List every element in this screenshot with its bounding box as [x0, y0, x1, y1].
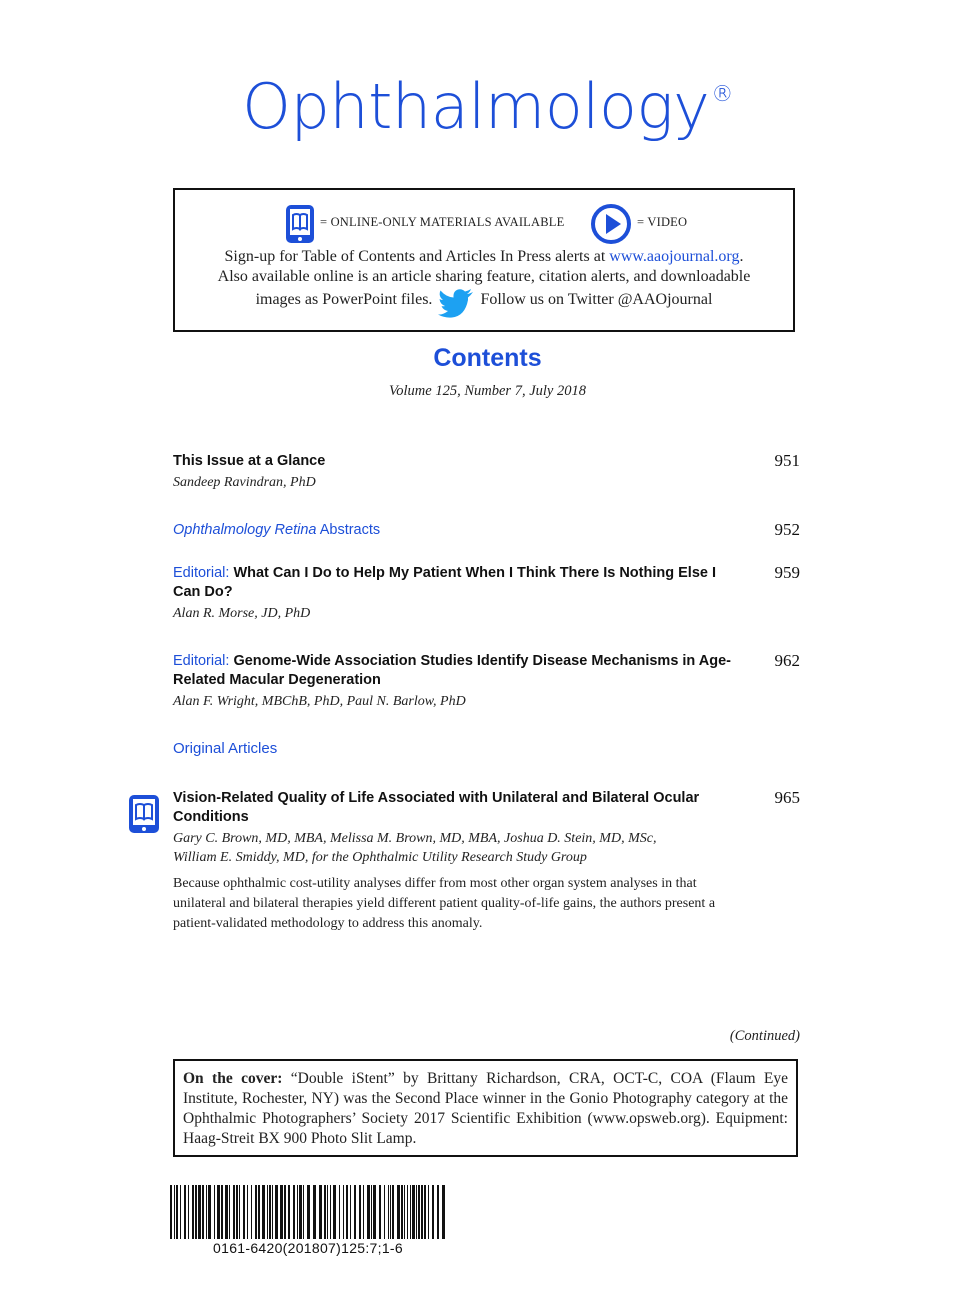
barcode-bar — [184, 1185, 186, 1239]
barcode-bar — [272, 1185, 273, 1239]
toc-entry-page: 959 — [774, 563, 800, 582]
abstracts-label: Abstracts — [316, 522, 381, 538]
article-summary: Because ophthalmic cost-utility analyses differ from most other organ system analyses in that unilateral and bilateral therapies yield different patient quality-of-life gains, the authors present a patient-validated methodology to address this anomaly. — [173, 876, 716, 931]
barcode-bar — [350, 1185, 351, 1239]
toc-entry-page: 951 — [774, 451, 800, 470]
barcode-bar — [239, 1185, 240, 1239]
barcode-bar — [202, 1185, 204, 1239]
article-authors-line-1: Gary C. Brown, MD, MBA, Melissa M. Brown, MD, MBA, Joshua D. Stein, MD, MSc, — [173, 831, 657, 846]
barcode-bar — [180, 1185, 181, 1239]
barcode-bar — [233, 1185, 235, 1239]
cover-description: “Double iStent” by Brittany Richardson, CRA, OCT-C, COA (Flaum Eye Institute, Rochester, NY) was the Second Place winner in the Gonio Photography category at the Ophthalmic Photographers’ Society 2017 Scientific Exhibition (www.opsweb.org). Equipment: Haag-Streit BX 900 Photo Slit Lamp. — [183, 1070, 788, 1147]
toc-entry-author: Sandeep Ravindran, PhD — [173, 475, 316, 490]
toc-entry-title[interactable] — [173, 521, 743, 540]
article-page: 965 — [774, 788, 800, 807]
toc-entry-title[interactable]: This Issue at a Glance — [173, 453, 326, 469]
journal-retina-title: Ophthalmology Retina — [173, 522, 317, 538]
editorial-prefix: Editorial: — [173, 565, 230, 581]
barcode-bar — [176, 1185, 178, 1239]
barcode-bar — [401, 1185, 403, 1239]
barcode-bar — [404, 1185, 405, 1239]
barcode-bar — [412, 1185, 415, 1239]
toc-entry-page: 962 — [774, 651, 800, 670]
barcode-bar — [319, 1185, 322, 1239]
barcode-bar — [208, 1185, 211, 1239]
barcode-bar — [407, 1185, 408, 1239]
barcode-bar — [303, 1185, 304, 1239]
barcode-bar — [390, 1185, 391, 1239]
barcode-bar — [359, 1185, 361, 1239]
barcode-bar — [217, 1185, 220, 1239]
barcode-bar — [410, 1185, 411, 1239]
barcode-bar — [243, 1185, 245, 1239]
barcode-bar — [247, 1185, 248, 1239]
video-play-icon — [590, 203, 632, 245]
section-heading-original-articles: Original Articles — [173, 740, 278, 757]
barcode — [168, 1185, 448, 1239]
twitter-bird-icon[interactable] — [438, 288, 474, 318]
barcode-bar — [174, 1185, 175, 1239]
barcode-bar — [428, 1185, 429, 1239]
barcode-bar — [206, 1185, 207, 1239]
barcode-bar — [214, 1185, 215, 1239]
barcode-bar — [442, 1185, 445, 1239]
online-only-legend: = ONLINE-ONLY MATERIALS AVAILABLE — [320, 215, 565, 229]
toc-entry-author: Alan R. Morse, JD, PhD — [173, 606, 311, 621]
journal-name: Ophthalmology — [242, 70, 710, 143]
barcode-bar — [267, 1185, 268, 1239]
article-title[interactable]: Vision-Related Quality of Life Associated with Unilateral and Bilateral Ocular Conditions — [173, 790, 700, 825]
barcode-bar — [251, 1185, 252, 1239]
barcode-bar — [343, 1185, 344, 1239]
barcode-bar — [437, 1185, 439, 1239]
barcode-bar — [384, 1185, 385, 1239]
barcode-bar — [432, 1185, 434, 1239]
barcode-bar — [297, 1185, 298, 1239]
barcode-bar — [397, 1185, 400, 1239]
barcode-bar — [346, 1185, 348, 1239]
barcode-bar — [421, 1185, 423, 1239]
registered-mark: ® — [711, 82, 733, 107]
cover-text — [183, 1069, 788, 1149]
volume-line: Volume 125, Number 7, July 2018 — [389, 383, 586, 399]
barcode-bar — [330, 1185, 331, 1239]
barcode-bar — [339, 1185, 340, 1239]
continued-label: (Continued) — [729, 1028, 800, 1044]
barcode-bar — [333, 1185, 336, 1239]
barcode-bar — [416, 1185, 417, 1239]
signup-line — [175, 248, 793, 266]
barcode-bar — [225, 1185, 228, 1239]
online-materials-icon — [285, 204, 315, 244]
article-authors-line-2: William E. Smiddy, MD, for the Ophthalmic Utility Research Study Group — [173, 850, 587, 865]
barcode-bar — [255, 1185, 257, 1239]
barcode-bar — [371, 1185, 372, 1239]
barcode-bar — [269, 1185, 271, 1239]
barcode-bar — [284, 1185, 286, 1239]
images-twitter-line — [175, 288, 793, 318]
cover-label: On the cover: — [183, 1070, 283, 1087]
barcode-bar — [373, 1185, 376, 1239]
editorial-prefix: Editorial: — [173, 653, 230, 669]
barcode-bar — [379, 1185, 381, 1239]
barcode-bar — [313, 1185, 316, 1239]
signup-suffix: . — [739, 248, 744, 265]
toc-entry-author: Alan F. Wright, MBChB, PhD, Paul N. Barlow, PhD — [173, 694, 466, 709]
barcode-bar — [288, 1185, 290, 1239]
editorial-title: Genome-Wide Association Studies Identify Disease Mechanisms in Age-Related Macular Degeneration — [173, 653, 732, 688]
online-materials-icon — [128, 794, 160, 834]
barcode-bar — [198, 1185, 201, 1239]
barcode-bar — [367, 1185, 370, 1239]
barcode-bar — [388, 1185, 389, 1239]
barcode-bar — [258, 1185, 260, 1239]
barcode-bar — [195, 1185, 197, 1239]
barcode-bar — [299, 1185, 302, 1239]
info-box — [173, 188, 795, 332]
journal-title — [0, 70, 975, 143]
barcode-number: 0161-6420(201807)125:7;1-6 — [213, 1240, 403, 1256]
images-text: images as PowerPoint files. — [255, 291, 433, 308]
barcode-bar — [280, 1185, 283, 1239]
cover-box — [173, 1059, 798, 1157]
barcode-bar — [188, 1185, 189, 1239]
barcode-bar — [392, 1185, 394, 1239]
barcode-bar — [354, 1185, 356, 1239]
barcode-bar — [424, 1185, 426, 1239]
toc-entry-title[interactable] — [173, 564, 743, 602]
barcode-bar — [293, 1185, 295, 1239]
video-legend: = VIDEO — [637, 215, 688, 229]
barcode-bar — [363, 1185, 364, 1239]
also-available-line: Also available online is an article sharing feature, citation alerts, and downloadable — [217, 268, 751, 285]
twitter-text: Follow us on Twitter @AAOjournal — [480, 291, 713, 308]
barcode-bar — [229, 1185, 230, 1239]
barcode-bar — [418, 1185, 420, 1239]
contents-heading: Contents — [433, 344, 542, 372]
barcode-bar — [221, 1185, 223, 1239]
barcode-bar — [192, 1185, 194, 1239]
signup-text: Sign-up for Table of Contents and Articles In Press alerts at — [224, 248, 606, 265]
journal-link[interactable]: www.aaojournal.org — [609, 248, 740, 265]
toc-entry-title[interactable] — [173, 652, 743, 690]
editorial-title: What Can I Do to Help My Patient When I Think There Is Nothing Else I Can Do? — [173, 565, 717, 600]
barcode-bar — [275, 1185, 278, 1239]
barcode-bar — [307, 1185, 310, 1239]
barcode-bar — [236, 1185, 238, 1239]
toc-entry-page: 952 — [774, 520, 800, 539]
barcode-bar — [262, 1185, 265, 1239]
barcode-bar — [170, 1185, 172, 1239]
barcode-bar — [327, 1185, 328, 1239]
barcode-bar — [324, 1185, 326, 1239]
